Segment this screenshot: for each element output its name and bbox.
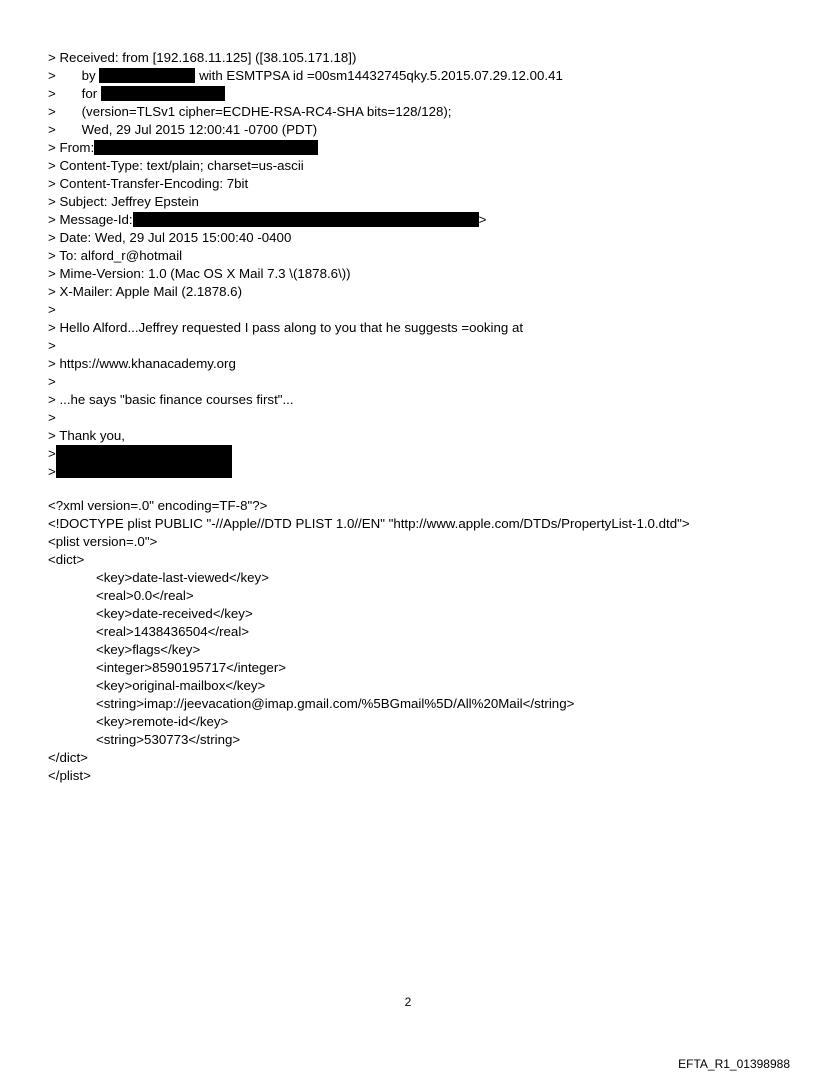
date-line: > Date: Wed, 29 Jul 2015 15:00:40 -0400 (48, 230, 292, 245)
by-suffix: with ESMTPSA id =00sm14432745qky.5.2015.07.29.12.00.41 (195, 68, 563, 83)
plist-entry: <real>1438436504</real> (96, 624, 250, 639)
plist-entry: <string>530773</string> (96, 732, 241, 747)
plist-open-tag: <plist version=.0"> (48, 534, 158, 549)
signature-prefix: > (48, 464, 56, 479)
plist-block (48, 497, 788, 785)
link-line: > https://www.khanacademy.org (48, 356, 236, 371)
subject-line: > Subject: Jeffrey Epstein (48, 194, 199, 209)
plist-entry: <string>imap://jeevacation@imap.gmail.com/%5BGmail%5D/All%20Mail</string> (96, 696, 575, 711)
plist-entry: <key>original-mailbox</key> (96, 678, 266, 693)
message-id-line (48, 211, 788, 229)
quote-blank-line: > (48, 374, 56, 389)
plist-entry: <real>0.0</real> (96, 588, 194, 603)
hello-line: > Hello Alford...Jeffrey requested I pass along to you that he suggests =ooking at (48, 320, 524, 335)
xml-declaration: <?xml version=.0" encoding=TF-8"?> (48, 498, 268, 513)
plist-entry: <key>date-last-viewed</key> (96, 570, 269, 585)
redaction-box (101, 86, 225, 101)
from-line (48, 139, 788, 157)
for-line (48, 85, 788, 103)
quote-blank-line: > (48, 410, 56, 425)
from-prefix: > From: (48, 140, 95, 155)
message-id-suffix: > (478, 212, 487, 227)
dict-close-tag: </dict> (48, 750, 88, 765)
version-line: > (version=TLSv1 cipher=ECDHE-RSA-RC4-SHA bits=128/128); (48, 104, 452, 119)
date-received-line: > Wed, 29 Jul 2015 12:00:41 -0700 (PDT) (48, 122, 318, 137)
mime-line: > Mime-Version: 1.0 (Mac OS X Mail 7.3 \(1878.6\)) (48, 266, 351, 281)
signature-prefix: > (48, 446, 56, 461)
quote-blank-line: > (48, 302, 56, 317)
plist-entry: <key>flags</key> (96, 642, 201, 657)
page-number: 2 (404, 995, 412, 1009)
redaction-box (99, 68, 195, 83)
redaction-box (133, 212, 479, 227)
signature-line (48, 463, 788, 481)
plist-close-tag: </plist> (48, 768, 91, 783)
dict-open-tag: <dict> (48, 552, 85, 567)
by-line (48, 67, 788, 85)
redaction-box (56, 445, 232, 463)
thanks-line: > Thank you, (48, 428, 126, 443)
email-header-block (48, 49, 788, 481)
received-line: > Received: from [192.168.11.125] ([38.105.171.18]) (48, 50, 357, 65)
signature-line (48, 445, 788, 463)
message-id-prefix: > Message-Id: (48, 212, 133, 227)
plist-entry: <key>date-received</key> (96, 606, 253, 621)
redaction-box (94, 140, 318, 155)
quote-blank-line: > (48, 338, 56, 353)
plist-entry: <key>remote-id</key> (96, 714, 229, 729)
document-id: EFTA_R1_01398988 (678, 1057, 790, 1071)
says-line: > ...he says "basic finance courses first"... (48, 392, 294, 407)
content-type-line: > Content-Type: text/plain; charset=us-ascii (48, 158, 304, 173)
to-line: > To: alford_r@hotmail (48, 248, 183, 263)
plist-entry: <integer>8590195717</integer> (96, 660, 287, 675)
encoding-line: > Content-Transfer-Encoding: 7bit (48, 176, 249, 191)
doctype-line: <!DOCTYPE plist PUBLIC "-//Apple//DTD PLIST 1.0//EN" "http://www.apple.com/DTDs/PropertyList-1.0.dtd"> (48, 516, 690, 531)
by-prefix: > by (48, 68, 100, 83)
redaction-box (56, 463, 232, 478)
for-prefix: > for (48, 86, 101, 101)
mailer-line: > X-Mailer: Apple Mail (2.1878.6) (48, 284, 243, 299)
